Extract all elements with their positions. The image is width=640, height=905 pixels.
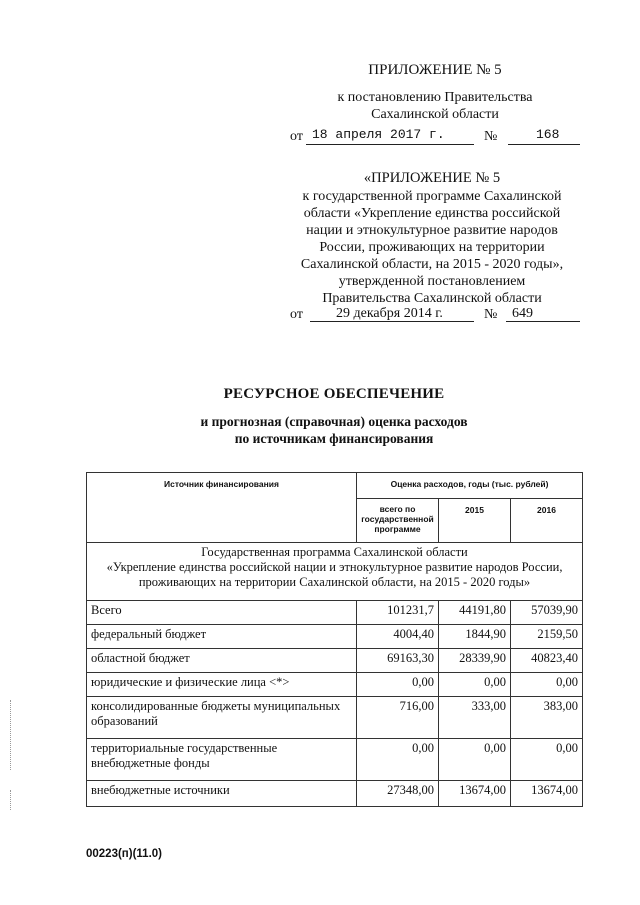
resolution-line: Сахалинской области [371, 107, 499, 122]
resource-table [86, 472, 583, 807]
row-source: территориальные государственные внебюджетные фонды [87, 739, 357, 781]
table-row [87, 601, 583, 625]
program-line: области «Укрепление единства российской [303, 206, 561, 221]
row-total: 27348,00 [357, 781, 439, 807]
row-2016: 2159,50 [511, 625, 583, 649]
row-2016: 40823,40 [511, 649, 583, 673]
row-2016: 0,00 [511, 739, 583, 781]
program-title-line: проживающих на территории Сахалинской области, на 2015 - 2020 годы» [138, 575, 531, 589]
row-2015: 333,00 [439, 697, 511, 739]
from-label: от [290, 307, 303, 322]
margin-dots [10, 790, 13, 810]
program-line: Правительства Сахалинской области [322, 291, 542, 306]
source-column-header: Источник финансирования [87, 473, 357, 543]
row-source: внебюджетные источники [87, 781, 357, 807]
program-line: к государственной программе Сахалинской [302, 189, 562, 204]
row-source: Всего [87, 601, 357, 625]
program-number: 649 [512, 306, 533, 321]
year-2016-subheader: 2016 [511, 499, 583, 543]
row-2016: 0,00 [511, 673, 583, 697]
row-total: 4004,40 [357, 625, 439, 649]
document-code: 00223(п)(11.0) [86, 848, 162, 860]
row-2016: 57039,90 [511, 601, 583, 625]
row-source: консолидированные бюджеты муниципальных образований [87, 697, 357, 739]
number-label: № [484, 129, 498, 144]
total-subheader: всего по государственной программе [357, 499, 439, 543]
table-row [87, 697, 583, 739]
date-underline [310, 321, 474, 322]
program-line: нации и этнокультурное развитие народов [306, 223, 558, 238]
heading-subtitle: по источникам финансирования [234, 431, 434, 446]
row-2015: 0,00 [439, 673, 511, 697]
row-2015: 13674,00 [439, 781, 511, 807]
table-row [87, 739, 583, 781]
from-label: от [290, 129, 303, 144]
row-total: 69163,30 [357, 649, 439, 673]
program-date: 29 декабря 2014 г. [336, 306, 443, 321]
program-appendix-header [282, 170, 582, 307]
table-row [87, 649, 583, 673]
row-2015: 44191,80 [439, 601, 511, 625]
row-total: 101231,7 [357, 601, 439, 625]
row-2016: 383,00 [511, 697, 583, 739]
margin-dots [10, 700, 13, 770]
year-2015-subheader: 2015 [439, 499, 511, 543]
table-row [87, 781, 583, 807]
heading-title: РЕСУРСНОЕ ОБЕСПЕЧЕНИЕ [223, 386, 445, 402]
program-title-line: «Укрепление единства российской нации и этнокультурное развитие народов России, [106, 560, 563, 574]
program-line: России, проживающих на территории [319, 240, 545, 255]
resolution-line: к постановлению Правительства [337, 90, 533, 105]
document-heading [86, 386, 582, 447]
row-2016: 13674,00 [511, 781, 583, 807]
number-label: № [484, 307, 498, 322]
program-title-line: Государственная программа Сахалинской области [201, 545, 468, 559]
row-source: областной бюджет [87, 649, 357, 673]
resolution-number: 168 [536, 127, 560, 142]
table-row [87, 625, 583, 649]
estimate-column-header: Оценка расходов, годы (тыс. рублей) [357, 473, 583, 499]
row-total: 0,00 [357, 739, 439, 781]
row-source: юридические и физические лица <*> [87, 673, 357, 697]
program-appendix-title: «ПРИЛОЖЕНИЕ № 5 [363, 170, 501, 186]
heading-subtitle: и прогнозная (справочная) оценка расходов [200, 414, 468, 429]
appendix-title: ПРИЛОЖЕНИЕ № 5 [368, 62, 502, 78]
program-line: Сахалинской области, на 2015 - 2020 годы», [300, 257, 564, 272]
resolution-date: 18 апреля 2017 г. [312, 127, 445, 142]
number-underline [506, 321, 580, 322]
program-line: утвержденной постановлением [338, 274, 526, 289]
program-title-row [87, 543, 583, 601]
row-2015: 0,00 [439, 739, 511, 781]
row-source: федеральный бюджет [87, 625, 357, 649]
number-underline [508, 144, 580, 145]
row-2015: 1844,90 [439, 625, 511, 649]
table-row [87, 673, 583, 697]
appendix-header [290, 62, 580, 123]
row-total: 0,00 [357, 673, 439, 697]
date-underline [306, 144, 474, 145]
row-2015: 28339,90 [439, 649, 511, 673]
row-total: 716,00 [357, 697, 439, 739]
